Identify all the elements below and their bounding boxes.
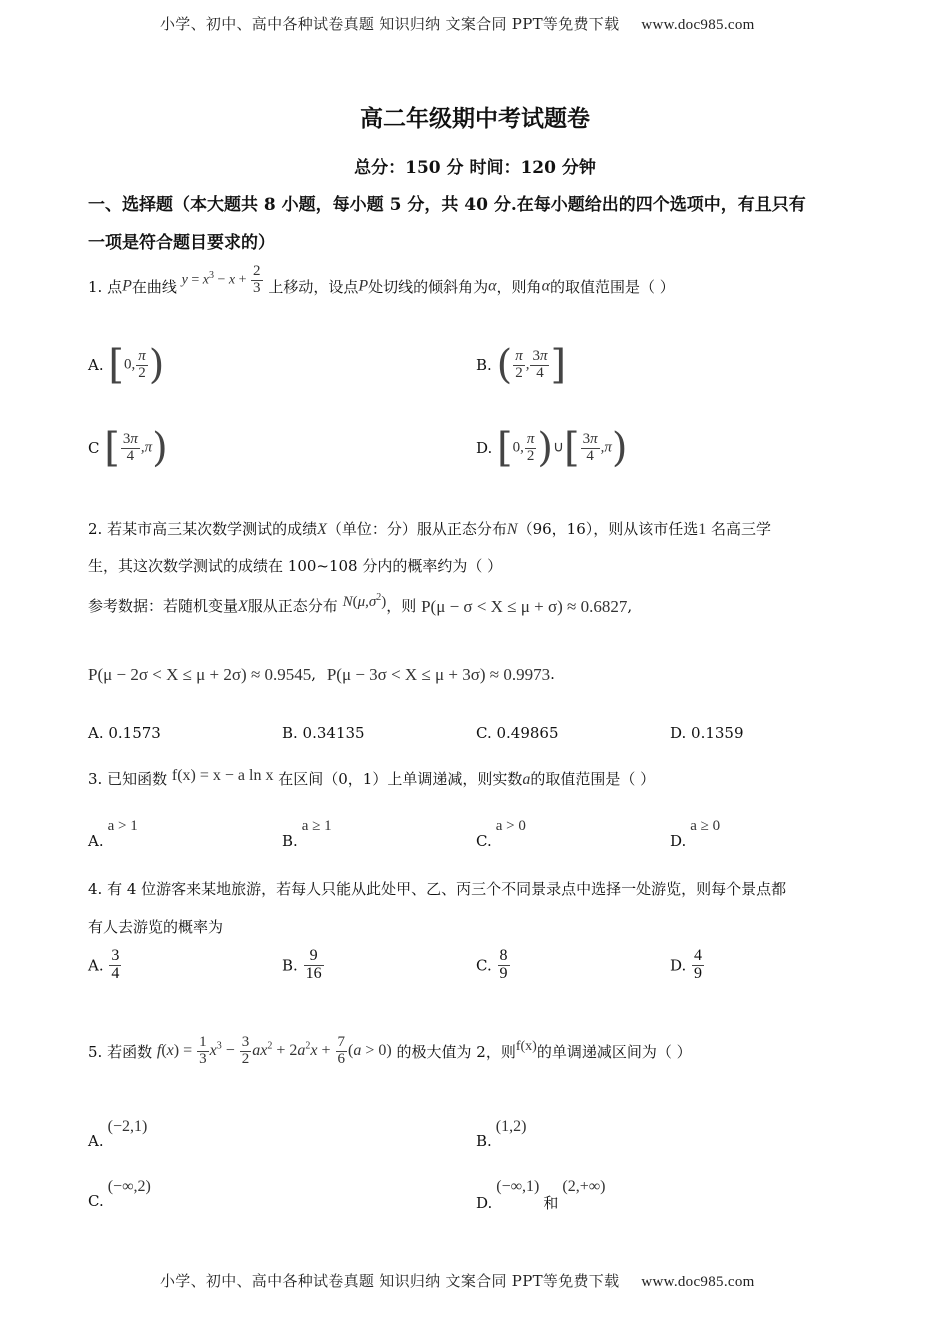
- q2-text-b: （单位：分）服从正态分布: [326, 520, 507, 538]
- q1-alpha2: α: [541, 277, 550, 295]
- q5-tail-a: 的极大值为 2，则: [396, 1042, 516, 1061]
- question-5: [88, 1035, 692, 1068]
- q4-option-c-label: C.: [476, 956, 492, 975]
- q3-prefix: 3. 已知函数: [88, 770, 168, 788]
- q2-p1: P(μ − σ < X ≤ μ + σ) ≈ 0.6827: [421, 597, 628, 616]
- header-url[interactable]: www.doc985.com: [641, 17, 755, 33]
- q3-function: f(x) = x − a ln x: [171, 767, 274, 784]
- question-3: [88, 768, 655, 789]
- q4-option-b-frac: [304, 948, 324, 983]
- q1-option-a[interactable]: [88, 342, 165, 388]
- q3-option-d-math: a ≥ 0: [690, 818, 721, 834]
- q5-option-c[interactable]: [88, 1178, 151, 1210]
- q5-option-b[interactable]: [476, 1118, 526, 1150]
- exam-title: 高二年级期中考试题卷: [360, 105, 590, 132]
- q3-option-d-label: D.: [670, 832, 687, 850]
- q5-option-d-label: D.: [476, 1194, 493, 1212]
- question-4-line2: 有人去游览的概率为: [88, 918, 224, 936]
- q4-option-d-label: D.: [670, 956, 687, 975]
- q4-option-b-num: 9: [304, 948, 324, 966]
- footer-url[interactable]: www.doc985.com: [641, 1274, 755, 1290]
- q1-option-b[interactable]: [476, 342, 567, 388]
- q3-option-d[interactable]: [670, 818, 720, 850]
- q4-option-a-num: 3: [111, 947, 120, 964]
- section1-heading-cont: 一项是符合题目要求的）: [88, 233, 275, 253]
- page-header: [160, 13, 755, 34]
- q2-n: N: [506, 521, 518, 538]
- q2-text-d: 名高三学: [706, 520, 772, 538]
- header-text: 小学、初中、高中各种试卷真题 知识归纳 文案合同 PPT等免费下载: [160, 15, 620, 33]
- q3-option-b[interactable]: [282, 818, 332, 850]
- q5-option-a-label: A.: [88, 1132, 104, 1150]
- q1-mid3: ，则角: [496, 277, 542, 296]
- q3-option-a-label: A.: [88, 832, 104, 850]
- q5-option-d-math: (−∞,1): [496, 1178, 540, 1195]
- q1-option-b-label: B.: [476, 356, 492, 374]
- q5-tail-b: 的单调递减区间为（ ）: [536, 1042, 692, 1061]
- q4-option-d-frac: [692, 948, 704, 983]
- q1-option-d[interactable]: [476, 425, 628, 471]
- q4-option-b[interactable]: [282, 948, 325, 983]
- q2-ref-b: 服从正态分布: [247, 597, 338, 615]
- q4-option-a-den: 4: [111, 964, 120, 982]
- q2-p3: P(μ − 3σ < X ≤ μ + 3σ) ≈ 0.9973: [326, 665, 551, 684]
- q1-option-a-label: A.: [88, 356, 104, 374]
- q5-option-c-label: C.: [88, 1192, 104, 1210]
- q2-option-d[interactable]: D. 0.1359: [670, 724, 744, 742]
- q5-option-a-math: (−2,1): [107, 1118, 148, 1135]
- q3-option-c[interactable]: [476, 818, 526, 850]
- q1-option-d-math: [0, $\frac{\pi}{2}$ )∪[ $\frac{3\pi}{4}$ ,π): [497, 425, 628, 471]
- q1-option-c-label: C: [88, 439, 100, 457]
- q1-prefix: 1. 点: [88, 277, 123, 296]
- q1-option-c-math: [ $\frac{3\pi}{4}$ ,π): [104, 425, 168, 471]
- q3-tail-a: 在区间（0，1）上单调递减，则实数: [278, 770, 523, 788]
- question-4: 4. 有 4 位游客来某地旅游，若每人只能从此处甲、乙、丙三个不同景录点中选择一处游览，则每个景点都: [88, 880, 787, 898]
- q5-option-d-join: 和: [543, 1194, 559, 1212]
- q1-option-c[interactable]: [88, 425, 168, 471]
- q1-curve-formula: $y = x^3 - x$ + $\frac{2}{3}$: [181, 263, 261, 296]
- question-2-line2: 生，其这次数学测试的成绩在 100~108 分内的概率约为（ ）: [88, 557, 503, 575]
- q2-text-c: （96，16），则从该市任选: [517, 520, 699, 538]
- q2-p2: P(μ − 2σ < X ≤ μ + 2σ) ≈ 0.9545: [88, 665, 312, 684]
- q5-fx: f(x): [515, 1039, 537, 1055]
- q5-function: f(x) = $\frac{1}{3}$ $x^3$ − $\frac{3}{2}$ $ax^2 + 2a^2x$ + $\frac{7}{6}$ (a > 0): [156, 1034, 392, 1067]
- q4-option-a-label: A.: [88, 956, 104, 975]
- q2-one: 1: [698, 521, 707, 538]
- q3-option-b-math: a ≥ 1: [301, 818, 332, 834]
- q1-option-d-label: D.: [476, 439, 493, 457]
- q1-mid2: 处切线的倾斜角为: [368, 277, 489, 296]
- footer-text: 小学、初中、高中各种试卷真题 知识归纳 文案合同 PPT等免费下载: [160, 1272, 620, 1290]
- q2-ref-a: 参考数据：若随机变量: [88, 597, 239, 615]
- q1-tail: 的取值范围是（ ）: [549, 277, 675, 296]
- q4-option-b-den: 16: [305, 964, 322, 982]
- q2-option-a[interactable]: A. 0.1573: [88, 724, 161, 742]
- q4-option-d-num: 4: [694, 947, 703, 964]
- q1-p2: P: [358, 277, 369, 295]
- question-2-reference: 参考数据：若随机变量X服从正态分布 $N(\mu,\sigma^2)$，则 P(μ − σ < X ≤ μ + σ) ≈ 0.6827,: [88, 591, 633, 616]
- q4-option-c-frac: [498, 948, 510, 983]
- q3-tail-b: 的取值范围是（ ）: [530, 770, 656, 788]
- q1-alpha: α: [488, 277, 497, 295]
- q3-option-c-math: a > 0: [495, 818, 526, 834]
- q4-option-a[interactable]: [88, 948, 122, 983]
- q4-option-d[interactable]: [670, 948, 705, 983]
- q1-p: P: [122, 277, 132, 295]
- q2-option-b[interactable]: B. 0.34135: [282, 724, 365, 742]
- q5-option-d-math2: (2,+∞): [562, 1178, 606, 1195]
- question-2-reference-2: P(μ − 2σ < X ≤ μ + 2σ) ≈ 0.9545, P(μ − 3σ < X ≤ μ + 3σ) ≈ 0.9973.: [88, 665, 555, 684]
- q1-mid1: 在曲线: [131, 277, 177, 296]
- q5-prefix: 5. 若函数: [88, 1042, 153, 1061]
- question-2: [88, 518, 771, 539]
- q2-ref-x: X: [238, 598, 248, 615]
- question-1: [88, 263, 675, 303]
- q2-ref-c: ，则: [386, 597, 417, 615]
- q4-option-a-frac: [109, 948, 121, 983]
- q2-text-a: 2. 若某市高三某次数学测试的成绩: [88, 520, 318, 538]
- q3-option-b-label: B.: [282, 832, 298, 850]
- q2-option-c[interactable]: C. 0.49865: [476, 724, 559, 742]
- q1-option-a-math: [0, $\frac{\pi}{2}$ ): [108, 342, 165, 388]
- q5-option-c-math: (−∞,2): [107, 1178, 151, 1195]
- q4-option-c-num: 8: [499, 947, 508, 964]
- q4-option-d-den: 9: [694, 964, 703, 982]
- exam-subtitle: 总分：150 分 时间：120 分钟: [354, 158, 596, 178]
- q3-option-c-label: C.: [476, 832, 492, 850]
- q5-option-b-math: (1,2): [495, 1118, 527, 1135]
- q5-option-d[interactable]: [476, 1178, 605, 1213]
- q3-option-a-math: a > 1: [107, 818, 138, 834]
- q2-normal-dist: $N(\mu,\sigma^2)$: [342, 591, 387, 610]
- q5-option-a[interactable]: [88, 1118, 147, 1150]
- q4-option-c[interactable]: [476, 948, 511, 983]
- q3-a: a: [522, 771, 531, 788]
- q1-after-curve: 上移动，设点: [268, 277, 359, 296]
- q5-option-b-label: B.: [476, 1132, 492, 1150]
- section1-heading: 一、选择题（本大题共 8 小题，每小题 5 分，共 40 分.在每小题给出的四个选项中，有且只有: [88, 195, 806, 215]
- q2-x: X: [317, 521, 327, 538]
- q3-option-a[interactable]: [88, 818, 138, 850]
- page-footer: [160, 1270, 755, 1291]
- q4-option-c-den: 9: [499, 964, 508, 982]
- q1-option-b-math: ( $\frac{\pi}{2}$ , $\frac{3\pi}{4}$ ]: [496, 342, 567, 388]
- q4-option-b-label: B.: [282, 956, 298, 975]
